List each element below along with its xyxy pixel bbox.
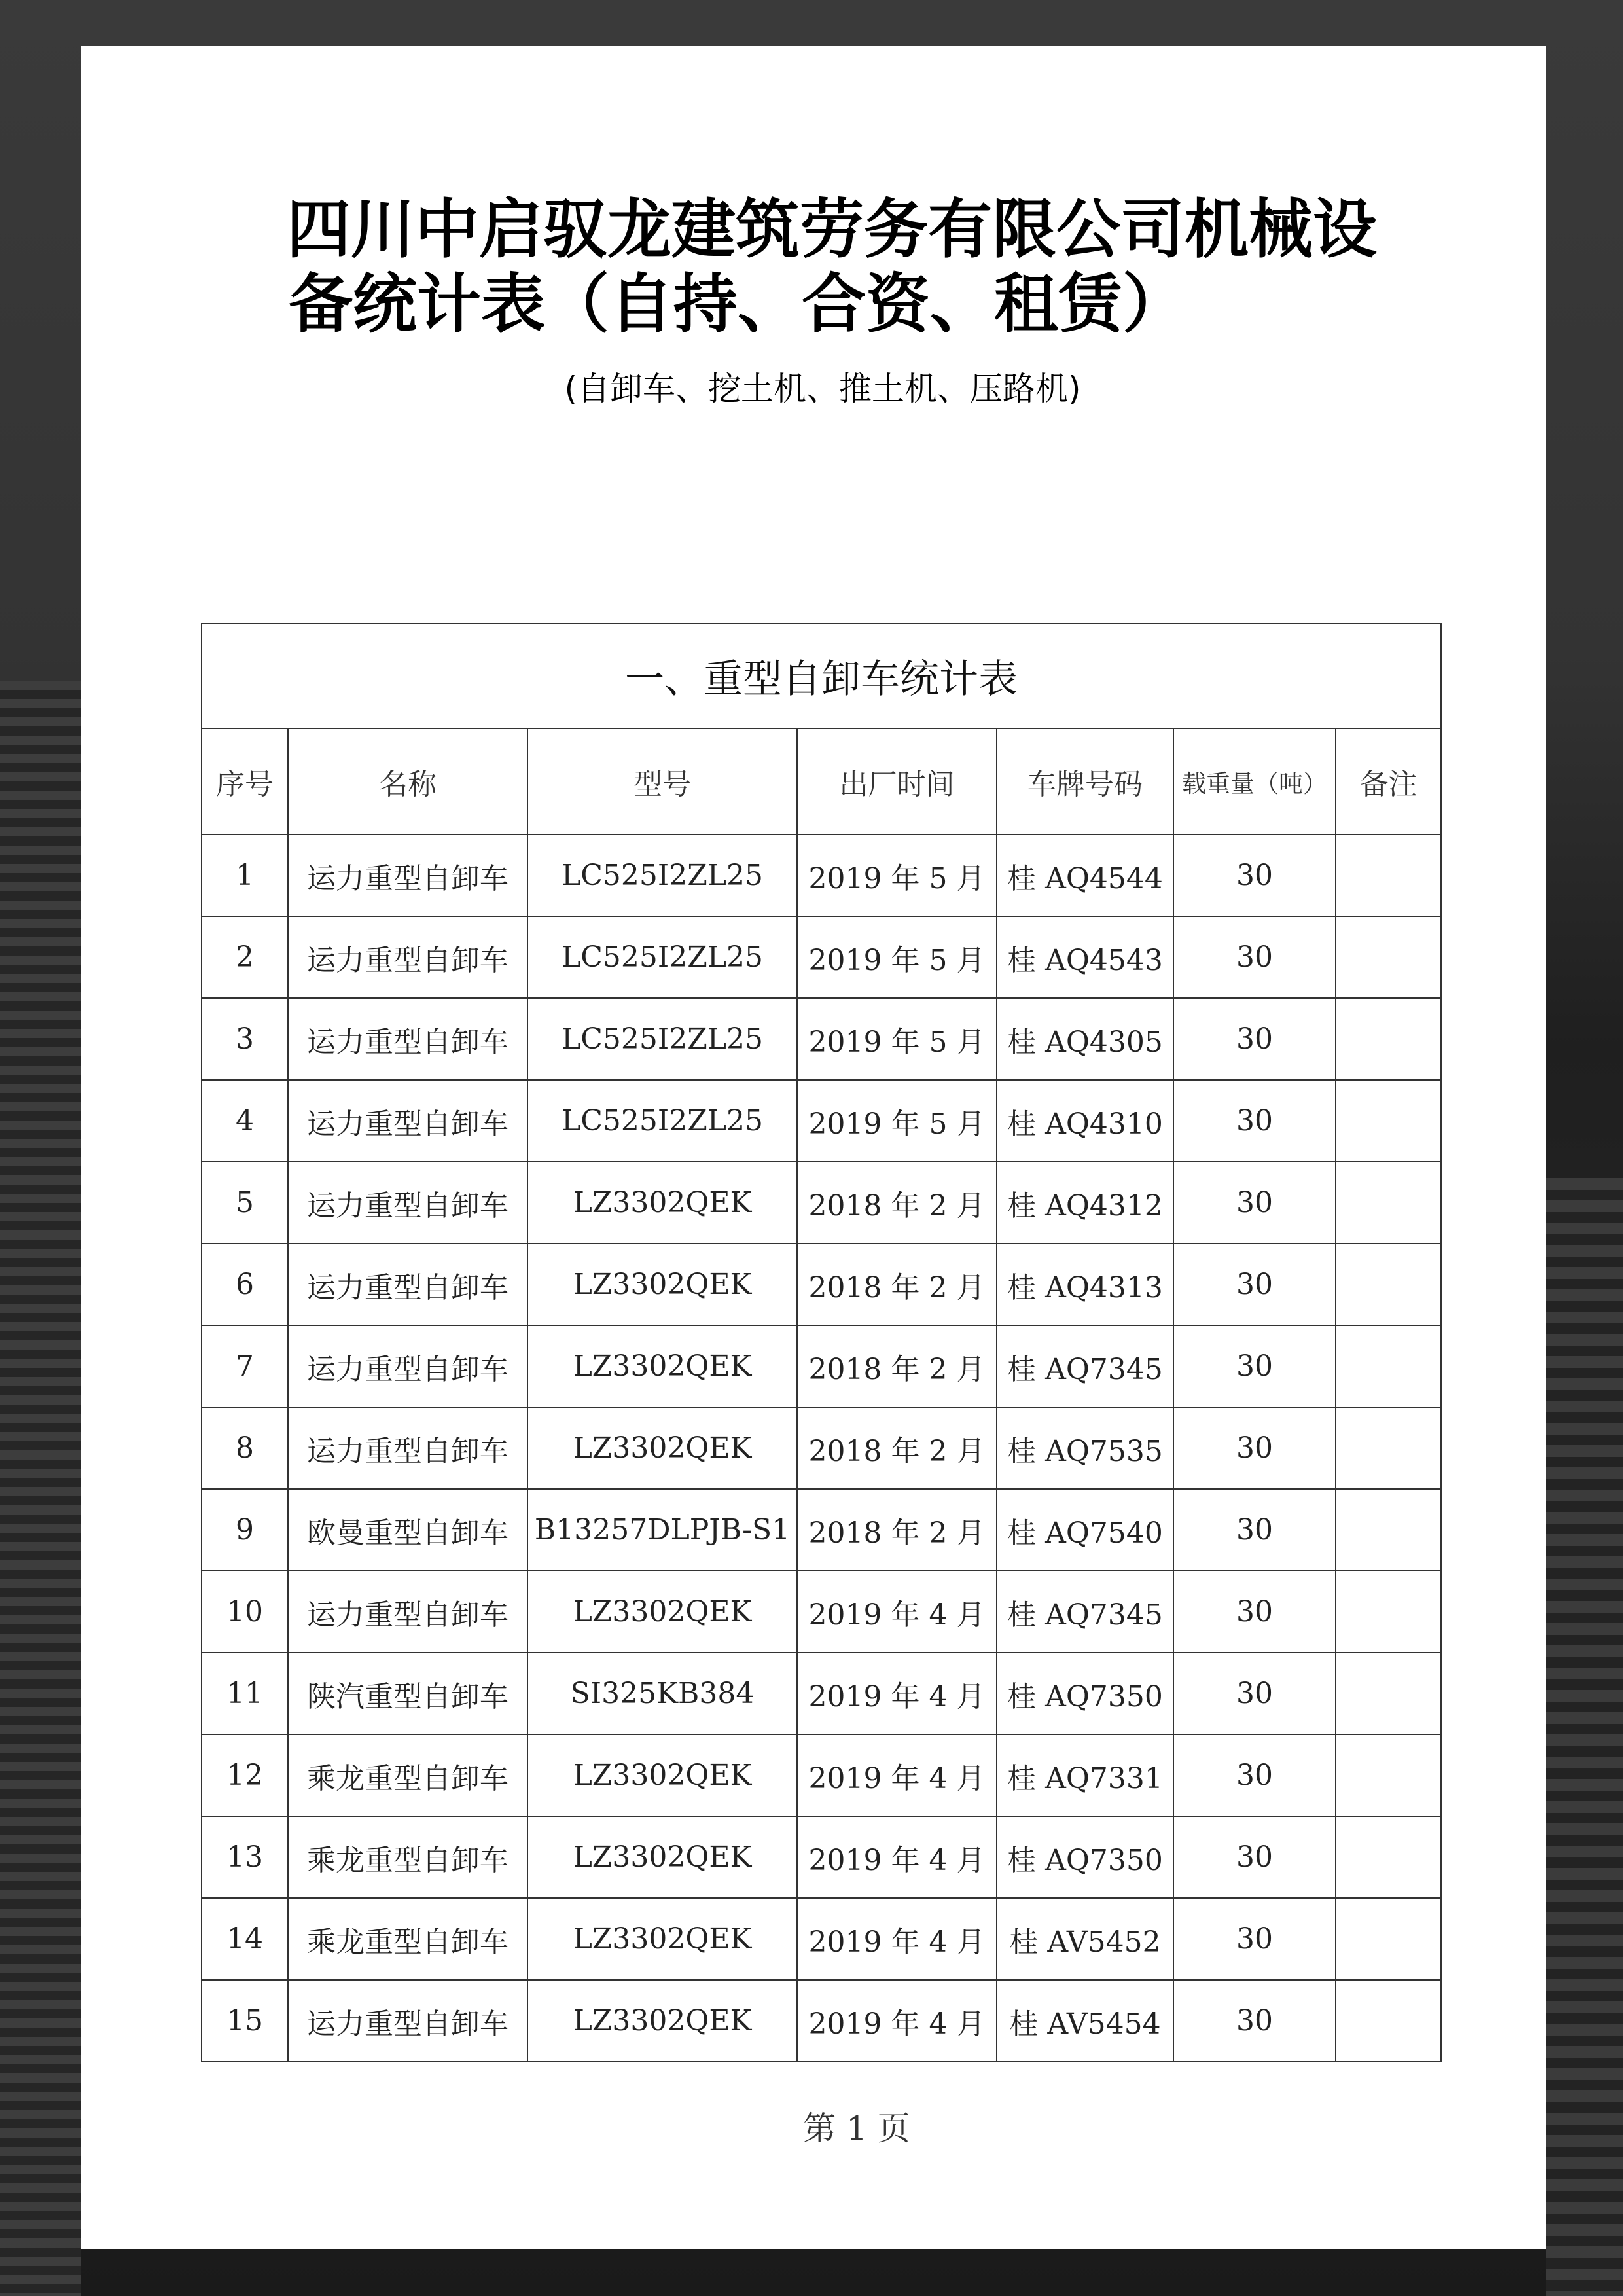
cell-name: 陕汽重型自卸车 <box>288 1653 527 1734</box>
cell-model: LZ3302QEK <box>527 1816 797 1898</box>
cell-model: LC525I2ZL25 <box>527 834 797 916</box>
cell-name: 运力重型自卸车 <box>288 1571 527 1653</box>
cell-plate: 桂 AQ7345 <box>997 1325 1173 1407</box>
cell-name: 运力重型自卸车 <box>288 1244 527 1325</box>
column-header-load: 载重量（吨） <box>1173 728 1336 834</box>
cell-no: 11 <box>202 1653 288 1734</box>
cell-plate: 桂 AQ4544 <box>997 834 1173 916</box>
background-building-right <box>1546 1178 1623 2296</box>
cell-load: 30 <box>1173 1816 1336 1898</box>
cell-no: 14 <box>202 1898 288 1980</box>
cell-load: 30 <box>1173 1489 1336 1571</box>
document-subtitle: (自卸车、挖土机、推土机、压路机) <box>564 370 1081 408</box>
cell-date: 2019 年 5 月 <box>797 834 997 916</box>
cell-date: 2019 年 4 月 <box>797 1653 997 1734</box>
cell-load: 30 <box>1173 1080 1336 1162</box>
cell-name: 运力重型自卸车 <box>288 916 527 998</box>
table-row <box>202 1162 1441 1244</box>
cell-load: 30 <box>1173 1571 1336 1653</box>
cell-model: SI325KB384 <box>527 1653 797 1734</box>
cell-plate: 桂 AQ4310 <box>997 1080 1173 1162</box>
column-header-no: 序号 <box>202 728 288 834</box>
cell-name: 运力重型自卸车 <box>288 834 527 916</box>
cell-plate: 桂 AQ4305 <box>997 998 1173 1080</box>
cell-note <box>1336 834 1441 916</box>
cell-name: 运力重型自卸车 <box>288 1162 527 1244</box>
document-title-line2: 备统计表（自持、合资、租赁） <box>288 267 1186 342</box>
table-row <box>202 916 1441 998</box>
cell-name: 运力重型自卸车 <box>288 1407 527 1489</box>
table-row <box>202 1080 1441 1162</box>
cell-date: 2019 年 5 月 <box>797 916 997 998</box>
cell-no: 7 <box>202 1325 288 1407</box>
cell-plate: 桂 AV5454 <box>997 1980 1173 2062</box>
column-header-note: 备注 <box>1336 728 1441 834</box>
cell-plate: 桂 AQ7331 <box>997 1734 1173 1816</box>
table-row <box>202 1244 1441 1325</box>
cell-no: 9 <box>202 1489 288 1571</box>
cell-model: LC525I2ZL25 <box>527 1080 797 1162</box>
cell-plate: 桂 AQ7535 <box>997 1407 1173 1489</box>
cell-no: 2 <box>202 916 288 998</box>
cell-plate: 桂 AQ4313 <box>997 1244 1173 1325</box>
cell-no: 15 <box>202 1980 288 2062</box>
cell-name: 运力重型自卸车 <box>288 1980 527 2062</box>
cell-note <box>1336 998 1441 1080</box>
cell-no: 10 <box>202 1571 288 1653</box>
cell-model: LZ3302QEK <box>527 1898 797 1980</box>
dump-truck-table <box>201 623 1442 2062</box>
cell-load: 30 <box>1173 916 1336 998</box>
cell-date: 2019 年 4 月 <box>797 1816 997 1898</box>
table-title: 一、重型自卸车统计表 <box>202 624 1441 728</box>
cell-note <box>1336 1653 1441 1734</box>
cell-load: 30 <box>1173 1980 1336 2062</box>
cell-date: 2019 年 5 月 <box>797 1080 997 1162</box>
cell-name: 运力重型自卸车 <box>288 1325 527 1407</box>
table-row <box>202 1734 1441 1816</box>
cell-plate: 桂 AQ7540 <box>997 1489 1173 1571</box>
column-header-model: 型号 <box>527 728 797 834</box>
cell-load: 30 <box>1173 834 1336 916</box>
table-row <box>202 1571 1441 1653</box>
cell-name: 乘龙重型自卸车 <box>288 1734 527 1816</box>
cell-model: LC525I2ZL25 <box>527 916 797 998</box>
table-row <box>202 998 1441 1080</box>
cell-note <box>1336 1162 1441 1244</box>
cell-no: 3 <box>202 998 288 1080</box>
table-header-row <box>202 728 1441 834</box>
cell-no: 4 <box>202 1080 288 1162</box>
document-page <box>81 46 1546 2249</box>
cell-date: 2019 年 4 月 <box>797 1734 997 1816</box>
cell-no: 13 <box>202 1816 288 1898</box>
cell-date: 2018 年 2 月 <box>797 1162 997 1244</box>
table-row <box>202 834 1441 916</box>
cell-note <box>1336 1325 1441 1407</box>
cell-load: 30 <box>1173 1162 1336 1244</box>
cell-date: 2019 年 4 月 <box>797 1898 997 1980</box>
cell-note <box>1336 1816 1441 1898</box>
cell-model: LZ3302QEK <box>527 1244 797 1325</box>
cell-model: LZ3302QEK <box>527 1407 797 1489</box>
cell-no: 5 <box>202 1162 288 1244</box>
cell-name: 运力重型自卸车 <box>288 998 527 1080</box>
cell-plate: 桂 AQ7350 <box>997 1816 1173 1898</box>
cell-load: 30 <box>1173 1244 1336 1325</box>
cell-date: 2019 年 4 月 <box>797 1980 997 2062</box>
cell-no: 1 <box>202 834 288 916</box>
cell-name: 乘龙重型自卸车 <box>288 1816 527 1898</box>
table-row <box>202 1325 1441 1407</box>
table-row <box>202 1898 1441 1980</box>
cell-load: 30 <box>1173 1653 1336 1734</box>
column-header-plate: 车牌号码 <box>997 728 1173 834</box>
page-number: 第 1 页 <box>803 2109 910 2147</box>
cell-no: 12 <box>202 1734 288 1816</box>
column-header-name: 名称 <box>288 728 527 834</box>
cell-no: 8 <box>202 1407 288 1489</box>
cell-date: 2018 年 2 月 <box>797 1325 997 1407</box>
cell-model: LZ3302QEK <box>527 1980 797 2062</box>
cell-note <box>1336 1407 1441 1489</box>
cell-note <box>1336 1080 1441 1162</box>
cell-date: 2019 年 4 月 <box>797 1571 997 1653</box>
cell-date: 2018 年 2 月 <box>797 1244 997 1325</box>
cell-date: 2018 年 2 月 <box>797 1407 997 1489</box>
cell-load: 30 <box>1173 998 1336 1080</box>
cell-name: 欧曼重型自卸车 <box>288 1489 527 1571</box>
column-header-date: 出厂时间 <box>797 728 997 834</box>
cell-model: LC525I2ZL25 <box>527 998 797 1080</box>
document-title-line1: 四川中启驭龙建筑劳务有限公司机械设 <box>286 192 1377 267</box>
background-building-left <box>0 681 81 2296</box>
cell-no: 6 <box>202 1244 288 1325</box>
cell-model: LZ3302QEK <box>527 1162 797 1244</box>
table-row <box>202 1816 1441 1898</box>
cell-model: LZ3302QEK <box>527 1571 797 1653</box>
table-row <box>202 1489 1441 1571</box>
cell-model: LZ3302QEK <box>527 1734 797 1816</box>
cell-note <box>1336 916 1441 998</box>
cell-plate: 桂 AQ4312 <box>997 1162 1173 1244</box>
cell-name: 乘龙重型自卸车 <box>288 1898 527 1980</box>
cell-note <box>1336 1898 1441 1980</box>
cell-load: 30 <box>1173 1325 1336 1407</box>
cell-note <box>1336 1980 1441 2062</box>
cell-model: LZ3302QEK <box>527 1325 797 1407</box>
table-row <box>202 1407 1441 1489</box>
cell-load: 30 <box>1173 1734 1336 1816</box>
cell-date: 2018 年 2 月 <box>797 1489 997 1571</box>
table-body <box>202 834 1441 2062</box>
cell-note <box>1336 1734 1441 1816</box>
cell-note <box>1336 1244 1441 1325</box>
cell-plate: 桂 AQ7350 <box>997 1653 1173 1734</box>
cell-plate: 桂 AV5452 <box>997 1898 1173 1980</box>
cell-note <box>1336 1571 1441 1653</box>
table-row <box>202 1980 1441 2062</box>
cell-plate: 桂 AQ4543 <box>997 916 1173 998</box>
cell-model: B13257DLPJB-S1 <box>527 1489 797 1571</box>
table-row <box>202 1653 1441 1734</box>
cell-plate: 桂 AQ7345 <box>997 1571 1173 1653</box>
cell-load: 30 <box>1173 1407 1336 1489</box>
cell-name: 运力重型自卸车 <box>288 1080 527 1162</box>
cell-load: 30 <box>1173 1898 1336 1980</box>
cell-note <box>1336 1489 1441 1571</box>
cell-date: 2019 年 5 月 <box>797 998 997 1080</box>
